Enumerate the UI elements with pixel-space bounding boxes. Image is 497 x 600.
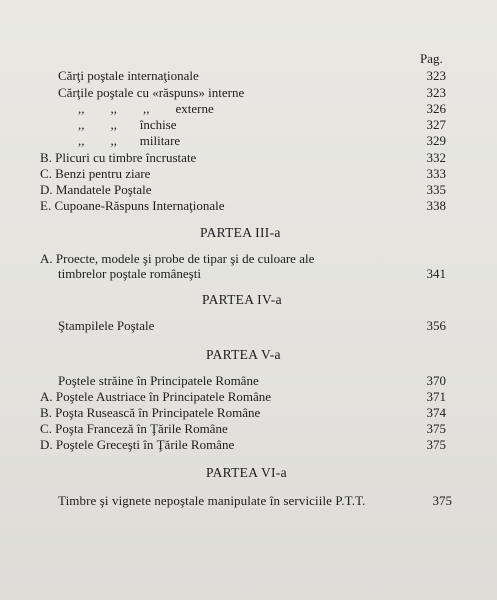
toc-entry-page: 327: [426, 117, 446, 132]
toc-entry-label: Timbre şi vignete nepoştale manipulate în serviciile P.T.T.: [58, 493, 366, 508]
part-heading: PARTEA VI-a: [206, 465, 287, 480]
toc-entry-label: C. Poşta Franceză în Ţările Române: [40, 421, 228, 436]
toc-entry-page: 338: [426, 198, 446, 213]
toc-entry-page: 329: [426, 133, 446, 148]
toc-entry-label: Poştele străine în Principatele Române: [58, 373, 259, 388]
toc-entry-label: ,, ,, militare: [78, 133, 181, 148]
toc-entry-page: 375: [432, 493, 452, 508]
toc-entry-label: Cărţi poştale internaţionale: [58, 68, 199, 83]
toc-entry-label: B. Poşta Rusească în Principatele Române: [40, 405, 261, 420]
toc-entry-label: B. Plicuri cu timbre încrustate: [40, 150, 197, 165]
toc-entry-label: A. Proecte, modele şi probe de tipar şi de culoare ale: [40, 251, 315, 266]
toc-entry-page: 375: [426, 437, 446, 452]
toc-entry-label: Cărţile poştale cu «răspuns» interne: [58, 85, 245, 100]
toc-entry-page: 370: [426, 373, 446, 388]
part-heading: PARTEA IV-a: [202, 292, 282, 307]
toc-entry-label: Ştampilele Poştale: [58, 318, 155, 333]
part-heading: PARTEA III-a: [200, 225, 281, 240]
pag-label: Pag.: [420, 51, 443, 66]
toc-entry-page: 371: [426, 389, 446, 404]
toc-entry-page: 375: [426, 421, 446, 436]
part-heading: PARTEA V-a: [206, 347, 281, 362]
toc-entry-label: D. Poştele Greceşti în Ţările Române: [40, 437, 235, 452]
toc-entry-label: ,, ,, închise: [78, 117, 177, 132]
toc-entry-label: A. Poştele Austriace în Principatele Române: [40, 389, 272, 404]
toc-entry-page: 332: [426, 150, 446, 165]
toc-entry-label-continued: timbrelor poştale româneşti: [58, 266, 201, 281]
toc-entry-page: 356: [426, 318, 446, 333]
toc-entry-page: 326: [426, 101, 446, 116]
toc-entry-page: 335: [426, 182, 446, 197]
toc-entry-page: 341: [426, 266, 446, 281]
toc-entry-label: E. Cupoane-Răspuns Internaţionale: [40, 198, 225, 213]
toc-entry-label: ,, ,, ,, externe: [78, 101, 214, 116]
toc-entry-page: 323: [426, 85, 446, 100]
toc-entry-page: 323: [426, 68, 446, 83]
toc-entry-page: 374: [426, 405, 446, 420]
toc-entry-label: D. Mandatele Poştale: [40, 182, 152, 197]
toc-entry-page: 333: [426, 166, 446, 181]
toc-entry-label: C. Benzi pentru ziare: [40, 166, 151, 181]
